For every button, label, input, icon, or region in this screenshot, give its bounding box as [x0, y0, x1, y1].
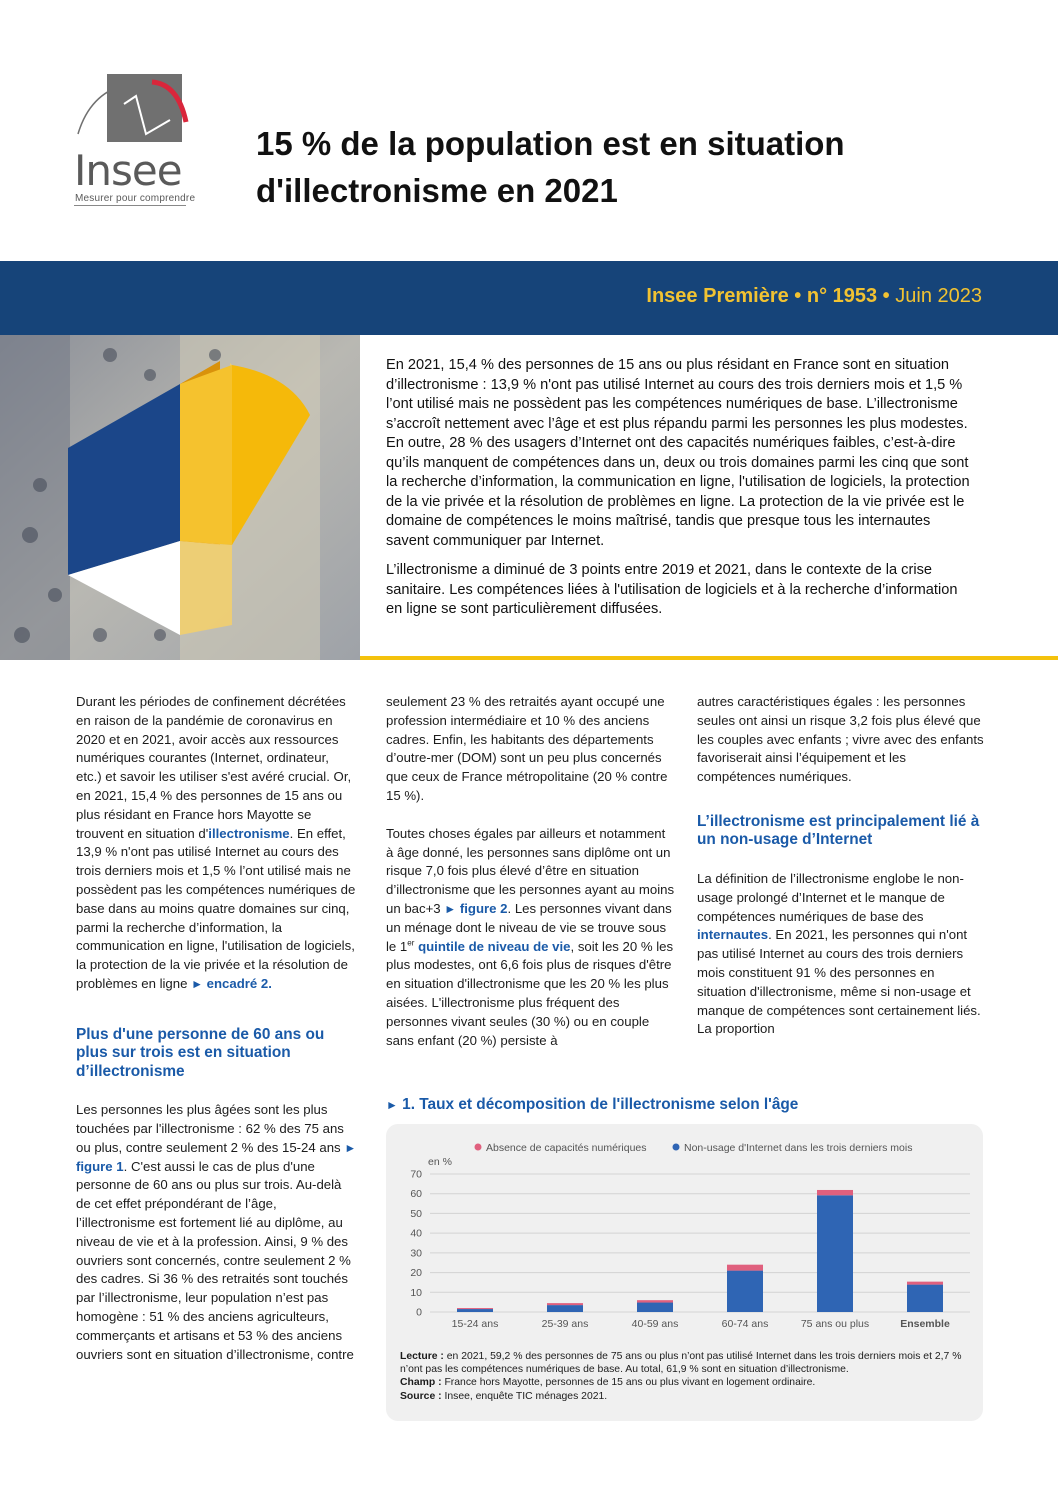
arrow-icon: ►	[444, 901, 457, 916]
bar-segment	[907, 1285, 943, 1312]
y-tick-label: 10	[410, 1286, 422, 1299]
y-tick-label: 50	[410, 1207, 422, 1220]
summary	[386, 356, 976, 630]
note-champ: Champ : France hors Mayotte, personnes de 15 ans ou plus vivant en logement ordinaire.	[400, 1377, 816, 1389]
page-title: 15 % de la population est en situation d'illectronisme en 2021	[256, 125, 845, 209]
publication-reference: Insee Première • n° 1953 • Juin 2023	[646, 285, 982, 307]
arrow-icon: ►	[191, 976, 203, 991]
figure-box	[386, 1124, 983, 1421]
section-title-age: Plus d'une personne de 60 ans ou plus sur trois est en situation d’illectronisme	[76, 1025, 325, 1080]
y-tick-label: 40	[410, 1227, 422, 1240]
x-tick-label: 15-24 ans	[451, 1318, 499, 1330]
bar-segment	[547, 1303, 583, 1305]
y-axis-label: en %	[428, 1156, 452, 1168]
bar-segment	[907, 1282, 943, 1285]
legend-marker	[475, 1144, 482, 1151]
link-figure-2[interactable]: figure 2	[459, 900, 508, 916]
link-illectronisme[interactable]: illectronisme	[208, 825, 290, 841]
col3-paragraph-1: autres caractéristiques égales : les personnes seules ont ainsi un risque 3,2 fois plus élevé que les couples avec enfants ; vivre avec des enfants favoriserait ainsi l’équipement et les compétences numériques.	[697, 694, 984, 785]
y-tick-label: 60	[410, 1188, 422, 1201]
y-tick-label: 70	[410, 1168, 422, 1181]
bar-segment	[547, 1305, 583, 1312]
logo-tagline: Mesurer pour comprendre	[75, 193, 196, 204]
column-2	[386, 693, 676, 1069]
col1-paragraph-2: Les personnes les plus âgées sont les plus touchées par l'illectronisme : 62 % des 75 ans ou plus, contre seulement 2 % des 15-24 ans ► figure 1. C'est aussi le cas de plus d'une personne de 60 ans ou plus sur trois. Au-delà de cet effet prépondérant de l’âge, l’illectronisme est fortement lié au diplôme, au niveau de vie et à la profession. Ainsi, 9 % des ouvriers sont concernés, contre seulement 2 % des cadres. Si 36 % des retraités sont touchés par l’illectronisme, leur population n’est pas homogène : 51 % des anciens agriculteurs, commerçants et artisans et 53 % des anciens ouvriers sont en situation d’illectronisme, contre	[76, 1102, 357, 1362]
summary-divider	[360, 656, 1058, 660]
logo-divider	[74, 205, 186, 206]
col1-paragraph-1: Durant les périodes de confinement décrétées en raison de la pandémie de coronavirus en 2020 et en 2021, avoir accès aux ressources numériques courantes (Internet, ordinateur, etc.) et savoir les utiliser s'est avéré crucial. Or, en 2021, 15,4 % des personnes de 15 ans ou plus résidant en France hors Mayotte se trouvent en situation d'illectronisme. En effet, 13,9 % n'ont pas utilisé Internet au cours des trois derniers mois et 1,5 % l’ont utilisé mais ne possèdent pas les compétences numériques de base dans au moins quatre domaines sur cinq, parmi la recherche d’information, la communication en ligne, l'utilisation de logiciels, la protection de la vie privée et la résolution de problèmes en ligne ► encadré 2.	[76, 694, 356, 991]
legend-entry: Absence de capacités numériques	[486, 1142, 647, 1154]
col2-paragraph-2: Toutes choses égales par ailleurs et notamment à âge donné, les personnes sans diplôme ont un risque 7,0 fois plus élevé d’être en situation d’illectronisme que les personnes ayant au moins un bac+3 ► figure 2. Les personnes vivant dans un ménage dont le niveau de vie se trouve sous le 1er quintile de niveau de vie, soit les 20 % les plus modestes, ont 6,6 fois plus de risques d'être en situation d'illectronisme que les 20 % les plus aisées. L'illectronisme plus fréquent des personnes vivant seules (30 %) ou en couple sans enfant (20 %) persiste à	[386, 825, 675, 1048]
legend-marker	[673, 1144, 680, 1151]
x-tick-label: 40-59 ans	[631, 1318, 679, 1330]
legend-entry: Non-usage d'Internet dans les trois derniers mois	[684, 1142, 913, 1154]
arrow-icon: ►	[344, 1140, 357, 1155]
logo-wordmark: Insee	[74, 146, 182, 195]
column-3	[697, 693, 985, 1058]
figure-notes	[400, 1350, 975, 1403]
y-tick-label: 20	[410, 1267, 422, 1280]
issue-number: n° 1953	[806, 285, 878, 307]
y-tick-label: 0	[416, 1306, 422, 1319]
bar-segment	[637, 1303, 673, 1312]
x-tick-label: 60-74 ans	[721, 1318, 769, 1330]
x-tick-label: 75 ans ou plus	[800, 1318, 870, 1330]
publication-banner	[0, 261, 1058, 335]
y-tick-label: 30	[410, 1247, 422, 1260]
cover-illustration	[0, 335, 360, 660]
col2-paragraph-1: seulement 23 % des retraités ayant occupé une profession intermédiaire et 10 % des anciens cadres. Enfin, les habitants des départements d’outre-mer (DOM) sont un peu plus concernés que ceux de France métropolitaine (20 % contre 15 %).	[386, 694, 668, 803]
arrow-icon: ►	[386, 1098, 398, 1112]
bar-segment	[727, 1265, 763, 1271]
column-1	[76, 693, 358, 1383]
bar-segment	[637, 1300, 673, 1302]
x-tick-label: Ensemble	[900, 1318, 950, 1330]
section-title-usage: L’illectronisme est principalement lié à un non-usage d’Internet	[697, 812, 980, 849]
link-internautes[interactable]: internautes	[697, 927, 769, 943]
bar-segment	[817, 1190, 853, 1195]
summary-paragraph-2: L’illectronisme a diminué de 3 points entre 2019 et 2021, dans le contexte de la crise sanitaire. Les compétences liées à l'utilisation de logiciels et à la recherche d’information en ligne se sont particulièrement diffusées.	[386, 562, 958, 617]
summary-paragraph-1: En 2021, 15,4 % des personnes de 15 ans ou plus résidant en France sont en situation d’illectronisme : 13,9 % n'ont pas utilisé Internet au cours des trois derniers mois et 1,5 % l’ont utilisé mais ne possèdent pas les compétences numériques de base. L’illectronisme s’accroît nettement avec l’âge et est plus répandu parmi les personnes les plus modestes. En outre, 28 % des usagers d’Internet ont des capacités numériques faibles, c’est-à-dire qu’ils manquent de compétences dans un, deux ou trois domaines parmi les cinq que sont la recherche d’information, la communication en ligne, l'utilisation de logiciels, la protection de la vie privée et la résolution de problèmes en ligne. La protection de la vie privée est le domaine de compétences le moins maîtrisé, tandis que presque tous les internautes savent communiquer par Internet.	[386, 357, 970, 549]
link-figure-1[interactable]: figure 1	[76, 1158, 124, 1174]
note-source: Source : Insee, enquête TIC ménages 2021.	[400, 1390, 608, 1402]
figure-title: ► 1. Taux et décomposition de l'illectronisme selon l'âge	[386, 1096, 799, 1113]
series-name: Insee Première	[646, 285, 789, 307]
issue-date: Juin 2023	[895, 285, 982, 307]
bar-segment	[457, 1309, 493, 1312]
bar-segment	[457, 1308, 493, 1309]
col3-paragraph-2: La définition de l’illectronisme englobe le non-usage prolongé d’Internet et le manque de compétences numériques de base des internautes. En 2021, les personnes qui n'ont pas utilisé Internet au cours des trois derniers mois constituent 91 % des personnes en situation d'illectronisme, même si non-usage et manque de compétences sont certainement liés. La proportion	[697, 870, 981, 1037]
age-chart	[386, 1124, 983, 1349]
bar-segment	[727, 1271, 763, 1312]
bar-segment	[817, 1195, 853, 1312]
link-quintile[interactable]: quintile de niveau de vie	[418, 938, 571, 954]
link-encadre-2[interactable]: encadré 2	[206, 975, 269, 991]
note-lecture: Lecture : en 2021, 59,2 % des personnes de 75 ans ou plus n’ont pas utilisé Internet dans les trois derniers mois et 2,7 % n’ont pas les compétences numériques de base. Au total, 61,9 % sont en situation d’illectronisme.	[400, 1351, 962, 1376]
x-tick-label: 25-39 ans	[541, 1318, 589, 1330]
